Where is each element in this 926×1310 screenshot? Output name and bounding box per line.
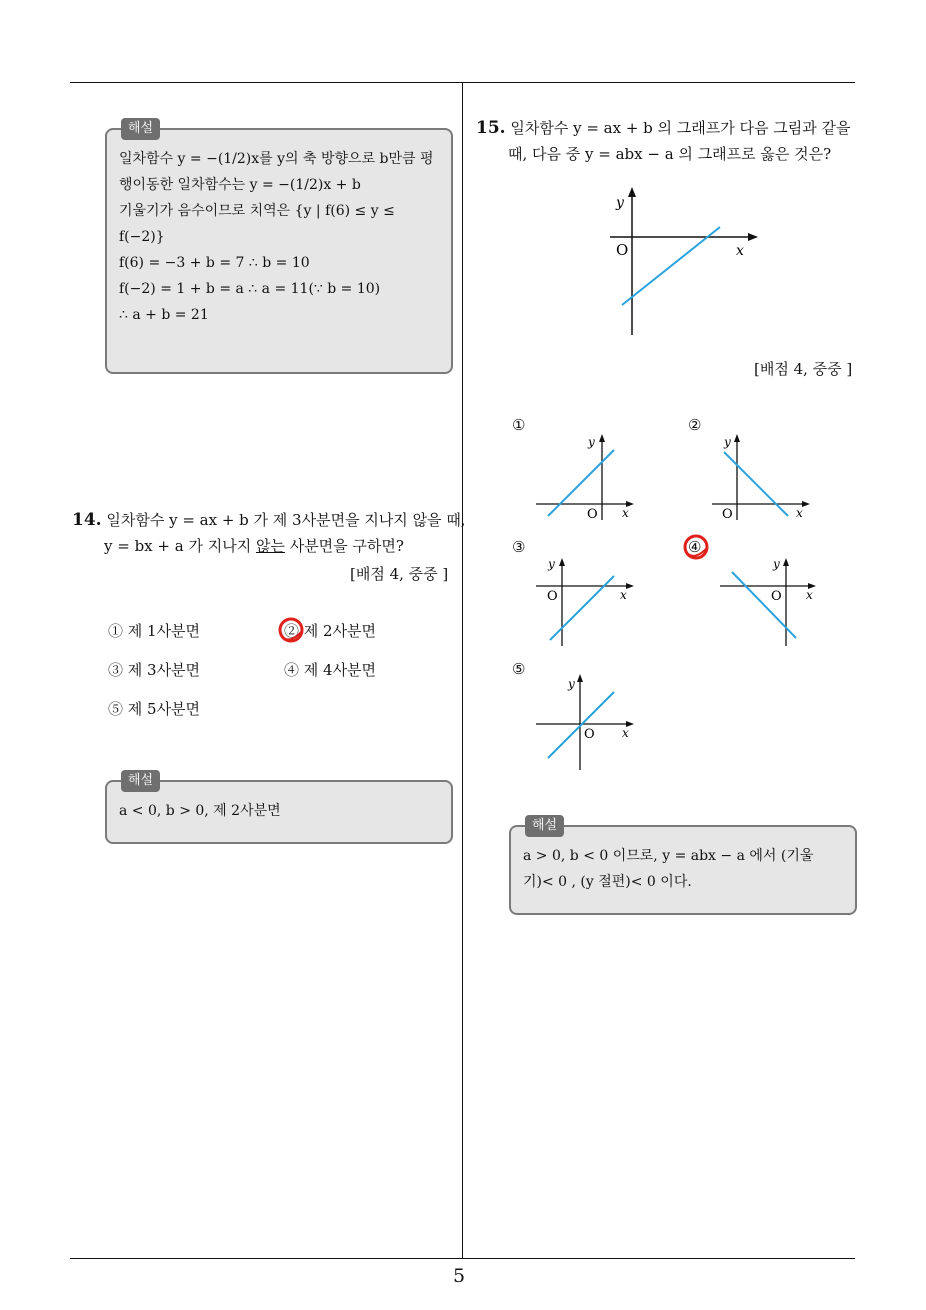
bottom-rule: [70, 1258, 855, 1259]
solution-line-2: 행이동한 일차함수는 y = −(1/2)x + b: [119, 177, 361, 193]
q15-meta: [배점 4, 중중 ]: [754, 360, 853, 378]
q15-option-5-label[interactable]: ⑤: [512, 660, 526, 678]
q15-option-4-graph[interactable]: [716, 556, 821, 648]
q15-line2: 때, 다음 중 y = abx − a 의 그래프로 옳은 것은?: [508, 145, 832, 163]
opt1-axis-y: y: [588, 435, 595, 449]
q15-option-4-label[interactable]: ④: [688, 538, 702, 556]
opt4-origin: O: [771, 589, 782, 604]
opt3-origin: O: [547, 589, 558, 604]
main-axis-x: x: [736, 243, 744, 259]
q15-option-5-graph[interactable]: [534, 672, 639, 772]
solution-line-7: ∴ a + b = 21: [119, 307, 209, 323]
solution-tag: 해설: [121, 118, 160, 140]
solution-line-4: f(−2)}: [119, 229, 165, 245]
solution-tag: 해설: [525, 815, 564, 837]
opt5-axis-y: y: [568, 677, 575, 691]
opt2-axis-y: y: [724, 435, 731, 449]
q15-option-3-label[interactable]: ③: [512, 538, 526, 556]
q14-number: 14.: [72, 510, 102, 530]
opt1-origin: O: [587, 507, 598, 522]
q14-underlined: 않는: [255, 537, 285, 555]
q14-solution-box: [105, 773, 453, 844]
q15-option-3-graph[interactable]: [534, 556, 639, 648]
q14-line2-pre: y = bx + a 가 지나지: [104, 537, 256, 555]
q15-option-2-graph[interactable]: [710, 432, 815, 522]
q15-option-1-graph[interactable]: [534, 432, 639, 522]
main-origin: O: [616, 241, 629, 259]
opt1-axis-x: x: [622, 506, 629, 520]
main-axis-y: y: [616, 195, 624, 211]
solution-line-6: f(−2) = 1 + b = a ∴ a = 11(∵ b = 10): [119, 281, 381, 297]
q15-option-2-label[interactable]: ②: [688, 416, 702, 434]
opt2-origin: O: [722, 507, 733, 522]
solution-line-1: 일차함수 y = −(1/2)x를 y의 축 방향으로 b만큼 평: [119, 151, 434, 167]
q14-option-3[interactable]: ③ 제 3사분면: [108, 661, 201, 679]
q15-solution-box: [509, 818, 857, 915]
q14-option-2[interactable]: ② 제 2사분면: [284, 622, 377, 640]
opt4-axis-x: x: [806, 588, 813, 602]
q14-text: [72, 507, 466, 559]
q14-line1: 일차함수 y = ax + b 가 제 3사분면을 지나지 않을 때,: [106, 511, 466, 529]
q15-main-graph: [600, 185, 770, 340]
q15-option-1-label[interactable]: ①: [512, 416, 526, 434]
opt3-axis-y: y: [548, 557, 555, 571]
q15-solution-line1: a > 0, b < 0 이므로, y = abx − a 에서 (기울: [523, 848, 814, 864]
q15-solution-line2: 기)< 0 , (y 절편)< 0 이다.: [523, 874, 692, 890]
opt5-axis-x: x: [622, 726, 629, 740]
opt3-axis-x: x: [620, 588, 627, 602]
q14-line2-post: 사분면을 구하면?: [284, 537, 404, 555]
q14-solution-text: a < 0, b > 0, 제 2사분면: [119, 803, 281, 819]
q15-answer-mark-icon: [681, 532, 711, 562]
solution-line-5: f(6) = −3 + b = 7 ∴ b = 10: [119, 255, 310, 271]
opt5-origin: O: [584, 727, 595, 742]
q14-option-1[interactable]: ① 제 1사분면: [108, 622, 201, 640]
page-number: 5: [453, 1265, 466, 1287]
opt4-axis-y: y: [773, 557, 780, 571]
q15-line1: 일차함수 y = ax + b 의 그래프가 다음 그림과 같을: [510, 119, 851, 137]
solution-tag: 해설: [121, 770, 160, 792]
column-divider: [462, 82, 463, 1259]
q14-option-5[interactable]: ⑤ 제 5사분면: [108, 700, 201, 718]
opt2-axis-x: x: [796, 506, 803, 520]
q14-meta: [배점 4, 중중 ]: [350, 565, 449, 583]
q15-text: [476, 115, 861, 167]
q14-option-4[interactable]: ④ 제 4사분면: [284, 661, 377, 679]
left-solution-box: [105, 121, 453, 374]
solution-line-3: 기울기가 음수이므로 치역은 {y | f(6) ≤ y ≤: [119, 203, 395, 219]
q15-number: 15.: [476, 118, 506, 138]
q14-answer-mark-icon: [276, 615, 306, 645]
